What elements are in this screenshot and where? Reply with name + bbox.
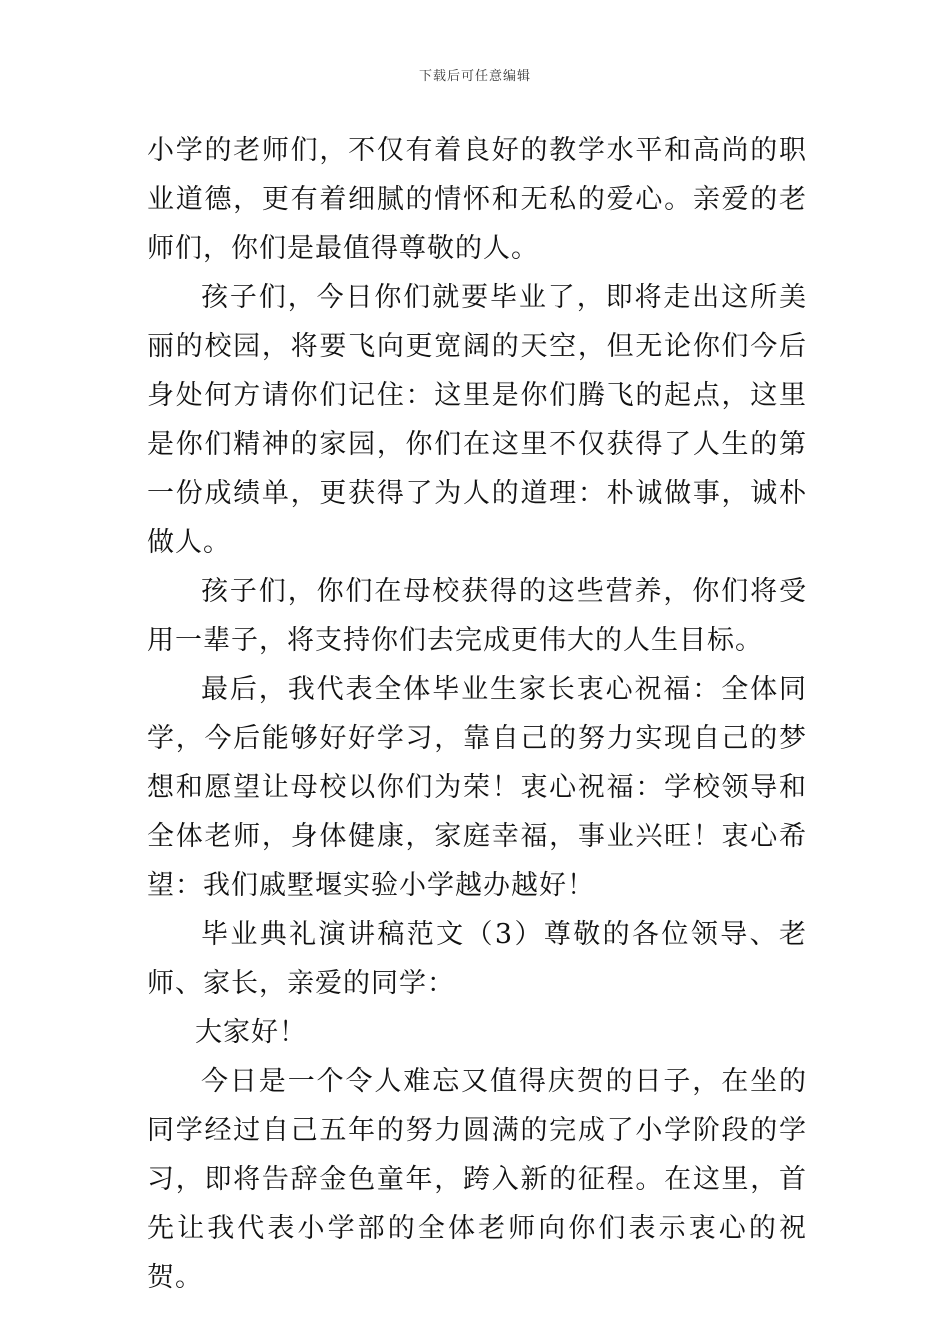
document-body — [147, 126, 807, 1302]
paragraph: 今日是一个令人难忘又值得庆贺的日子，在坐的同学经过自己五年的努力圆满的完成了小学阶段的学习，即将告辞金色童年，跨入新的征程。在这里，首先让我代表小学部的全体老师向你们表示衷心的祝贺。 — [147, 1066, 807, 1293]
paragraph: 最后，我代表全体毕业生家长衷心祝福：全体同学，今后能够好好学习，靠自己的努力实现自己的梦想和愿望让母校以你们为荣！衷心祝福：学校领导和全体老师，身体健康，家庭幸福，事业兴旺！衷心希望：我们戚墅堰实验小学越办越好！ — [147, 674, 807, 901]
paragraph: 毕业典礼演讲稿范文（3）尊敬的各位领导、老师、家长，亲爱的同学： — [147, 919, 807, 999]
paragraph: 孩子们，今日你们就要毕业了，即将走出这所美丽的校园，将要飞向更宽阔的天空，但无论你们今后身处何方请你们记住：这里是你们腾飞的起点，这里是你们精神的家园，你们在这里不仅获得了人生的第一份成绩单，更获得了为人的道理：朴诚做事，诚朴做人。 — [147, 282, 807, 558]
greeting: 大家好！ — [195, 1017, 307, 1048]
page-header-note: 下载后可任意编辑 — [418, 69, 531, 84]
paragraph: 孩子们，你们在母校获得的这些营养，你们将受用一辈子，将支持你们去完成更伟大的人生目标。 — [147, 576, 807, 656]
paragraph: 小学的老师们，不仅有着良好的教学水平和高尚的职业道德，更有着细腻的情怀和无私的爱心。亲爱的老师们，你们是最值得尊敬的人。 — [147, 135, 807, 264]
